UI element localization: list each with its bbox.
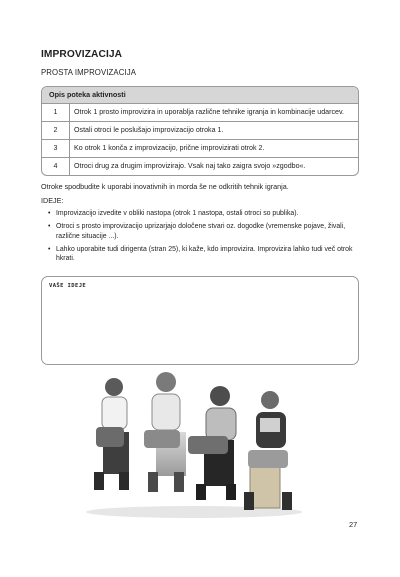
- bullet-icon: •: [48, 210, 51, 217]
- idea-text: Improvizacijo izvedite v obliki nastopa (otrok 1 nastopa, ostali otroci so publika).: [56, 210, 299, 217]
- bullet-icon: •: [48, 223, 51, 231]
- activity-table: [41, 86, 359, 176]
- intro-paragraph: Otroke spodbudite k uporabi inovativnih in morda še ne odkritih tehnik igranja.: [41, 182, 289, 191]
- table-row: [42, 122, 358, 140]
- page-title: IMPROVIZACIJA: [41, 49, 123, 60]
- ideas-list: [48, 209, 360, 267]
- ideas-heading: IDEJE:: [41, 196, 64, 205]
- idea-text: Otroci s prosto improvizacijo uprizarjajo določene stvari oz. dogodke (vremenske pojave, živali, različne situacije ...).: [56, 223, 346, 240]
- row-text: Otroci drug za drugim improvizirajo. Vsak naj tako zaigra svojo »zgodbo«.: [74, 162, 306, 170]
- notes-label: VAŠE IDEJE: [49, 283, 87, 289]
- notes-box[interactable]: [41, 276, 359, 365]
- row-number: 1: [42, 104, 70, 121]
- child-figure: [144, 372, 186, 492]
- row-text: Ostali otroci le poslušajo improvizacijo otroka 1.: [74, 126, 224, 134]
- table-row: [42, 158, 358, 175]
- table-header: Opis poteka aktivnosti: [42, 87, 358, 104]
- idea-text: Lahko uporabite tudi dirigenta (stran 25), ki kaže, kdo improvizira. Improvizira lahko tudi več otrok hkrati.: [56, 245, 353, 263]
- row-text: Otrok 1 prosto improvizira in uporablja različne tehnike igranja in kombinacije udarcev.: [74, 108, 344, 116]
- table-row: [42, 140, 358, 158]
- children-cajon-photo-icon: [84, 372, 314, 522]
- child-figure: [188, 386, 236, 500]
- table-row: [42, 104, 358, 122]
- row-number: 2: [42, 122, 70, 139]
- section-subtitle: PROSTA IMPROVIZACIJA: [41, 68, 136, 77]
- list-item: [48, 245, 360, 264]
- page-number: 27: [349, 520, 358, 529]
- row-text: Ko otrok 1 konča z improvizacijo, prične improvizirati otrok 2.: [74, 144, 265, 152]
- child-figure: [244, 391, 292, 510]
- row-number: 4: [42, 158, 70, 175]
- bullet-icon: •: [48, 245, 51, 253]
- child-figure: [94, 378, 129, 490]
- list-item: [48, 209, 360, 219]
- row-number: 3: [42, 140, 70, 157]
- list-item: [48, 222, 360, 241]
